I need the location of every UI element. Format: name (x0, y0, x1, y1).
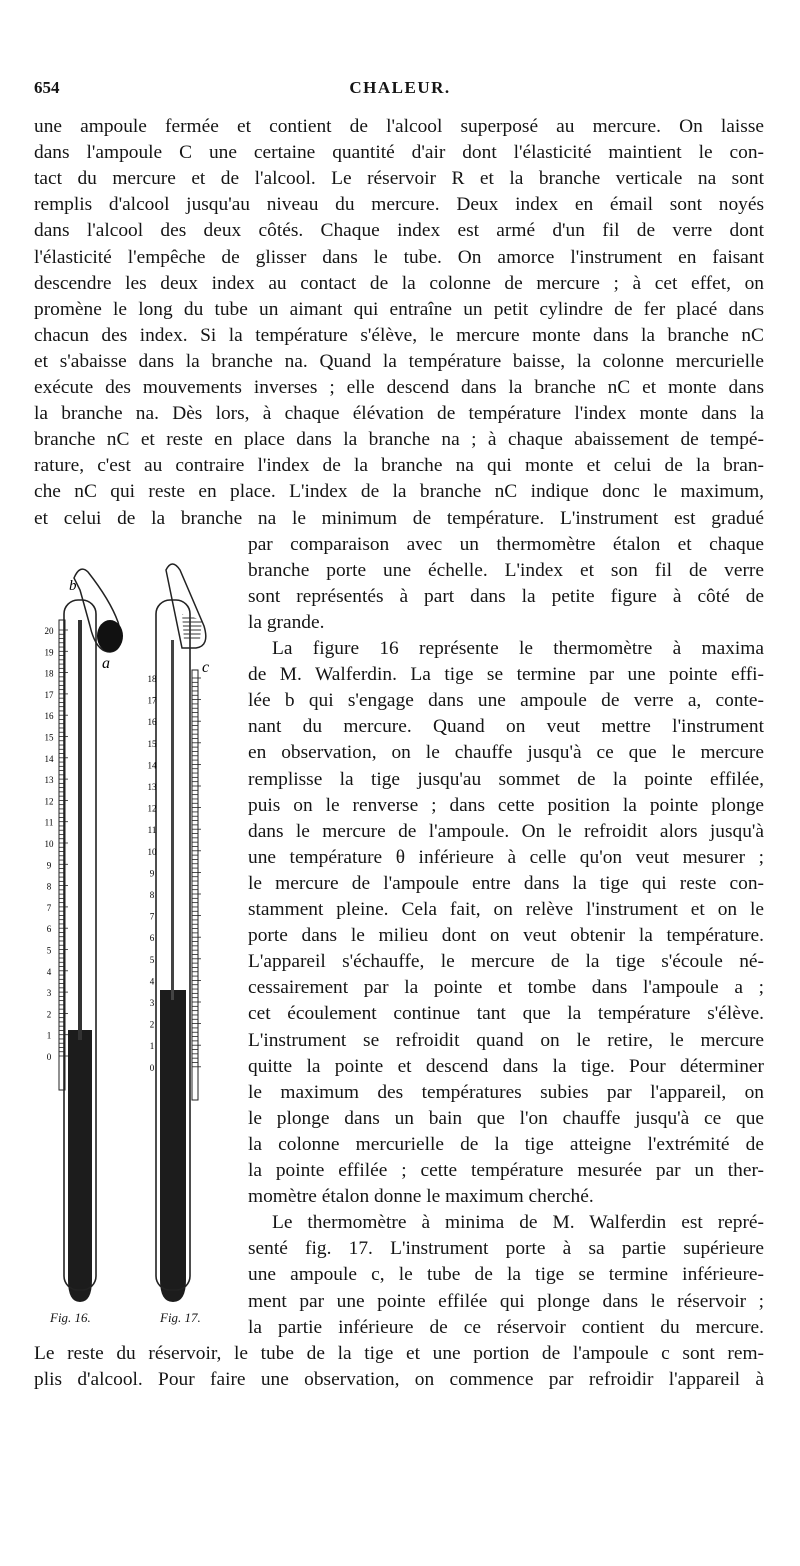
scale-label: 5 (149, 954, 155, 965)
scale-label: 19 (44, 647, 54, 658)
page-number: 654 (34, 78, 60, 97)
text-line: la pointe effilée ; cette température mesurée par un ther- (248, 1160, 764, 1181)
scale-label: 3 (149, 998, 155, 1008)
scale-label: 11 (147, 825, 157, 836)
scale-label: 12 (147, 803, 157, 814)
text-line: branche nC et reste en place dans la branche na ; à chaque abaissement de tempé- (34, 429, 764, 451)
scale-label: 5 (46, 945, 52, 956)
scale-label: 10 (147, 846, 157, 857)
text-line: l'élasticité l'empêche de glisser dans le tube. On amorce l'instrument en faisant (34, 246, 764, 268)
text-line: exécute des mouvements inverses ; elle descend dans la branche nC et monte dans (34, 377, 764, 398)
text-line: remplisse la tige jusqu'au sommet de la pointe effilée, (248, 768, 764, 790)
text-line: le mercure de l'ampoule entre dans la tige qui reste con- (248, 872, 764, 894)
figure-16-maxima-thermometer (30, 560, 142, 1320)
scale-label: 18 (44, 668, 54, 679)
scale-label: 13 (147, 782, 157, 792)
scale-label: 16 (44, 711, 54, 722)
scale-label: 1 (149, 1041, 155, 1052)
scale-label: 15 (147, 738, 157, 749)
text-line: remplis d'alcool jusqu'au niveau du mercure. Deux index en émail sont noyés (34, 194, 764, 216)
running-title: CHALEUR. (349, 78, 451, 97)
text-line: nant du mercure. Quand on veut mettre l'instrument (248, 716, 764, 738)
fig16-caption: Fig. 16. (50, 1310, 91, 1325)
scale-label: 13 (44, 775, 54, 786)
scale-label: 14 (147, 760, 157, 771)
text-line: L'instrument se refroidit quand on le retire, le mercure (248, 1029, 764, 1051)
text-line: la branche na. Dès lors, à chaque élévation de température l'index monte dans la (34, 403, 764, 425)
text-line: par comparaison avec un thermomètre étalon et chaque (248, 533, 764, 555)
text-line: quitte la pointe et descend dans la tige. Pour déterminer (248, 1055, 764, 1077)
fig17-drawing (156, 564, 206, 1302)
text-line: le maximum des températures subies par l'appareil, on (248, 1081, 764, 1103)
scale-label: 0 (149, 1062, 155, 1073)
scale-label: 15 (44, 732, 54, 743)
fig17-label-c: c (202, 659, 210, 676)
figure-17-minima-thermometer (142, 560, 226, 1320)
fig16-scale-labels (45, 626, 55, 1062)
scale-label: 9 (149, 868, 155, 879)
scale-label: 14 (44, 753, 54, 764)
scale-label: 3 (46, 988, 52, 999)
scale-label: 4 (46, 966, 52, 977)
scale-label: 1 (46, 1030, 52, 1041)
fig16-label-a: a (102, 655, 110, 672)
scale-label: 6 (46, 924, 52, 935)
scale-label: 9 (46, 860, 52, 871)
fig16-drawing (59, 569, 123, 1302)
text-line: et s'abaisse dans la branche na. Quand la température baisse, la colonne mercurielle (34, 350, 764, 372)
text-line: dans l'alcool des deux côtés. Chaque index est armé d'un fil de verre dont (34, 220, 764, 242)
scale-label: 0 (46, 1052, 52, 1062)
scale-label: 17 (147, 695, 157, 706)
scale-label: 2 (46, 1009, 52, 1020)
text-line: che nC qui reste en place. L'index de la branche nC indique donc le maximum, (34, 481, 764, 503)
text-line: cet écoulement continue tant que la température s'élève. (248, 1003, 764, 1025)
text-line: promène le long du tube un aimant qui entraîne un petit cylindre de fer placé dans (34, 298, 764, 320)
page-header (0, 78, 800, 104)
scale-label: 7 (149, 911, 155, 922)
text-line: cessairement par la pointe et tombe dans l'ampoule a ; (248, 977, 764, 999)
text-line: la colonne mercurielle de la tige atteigne l'extrémité de (248, 1133, 764, 1155)
text-line: le plonge dans un bain que l'on chauffe jusqu'à ce que (248, 1107, 764, 1129)
text-line: puis on le renverse ; dans cette position la pointe plonge (248, 794, 764, 816)
text-line: Le thermomètre à minima de M. Walferdin est repré- (272, 1212, 764, 1234)
text-line: plis d'alcool. Pour faire une observation, on commence par refroidir l'appareil à (34, 1368, 764, 1390)
fig17-caption: Fig. 17. (160, 1310, 201, 1325)
text-line: sont représentés à part dans la petite figure à côté de (248, 585, 764, 607)
fig17-scale-ticks (192, 678, 201, 1067)
text-line: senté fig. 17. L'instrument porte à sa partie supérieure (248, 1238, 764, 1260)
fig16-label-b: b (69, 578, 77, 594)
text-line: dans l'ampoule C une certaine quantité d'air dont l'élasticité maintient le con- (34, 142, 764, 164)
text-line: La figure 16 représente le thermomètre à maxima (272, 638, 764, 659)
scale-label: 8 (46, 881, 52, 892)
text-line: L'appareil s'échauffe, le mercure de la tige s'écoule né- (248, 951, 764, 973)
scale-label: 16 (147, 717, 157, 728)
text-line: stamment pleine. Cela fait, on relève l'instrument et on le (248, 899, 764, 920)
scale-label: 4 (149, 976, 155, 987)
text-line: momètre étalon donne le maximum cherché. (248, 1186, 594, 1208)
text-line: la grande. (248, 611, 325, 633)
scale-label: 7 (46, 902, 52, 913)
text-line: branche porte une échelle. L'index et son fil de verre (248, 559, 764, 581)
text-line: tact du mercure et de l'alcool. Le réservoir R et la branche verticale na sont (34, 168, 764, 190)
text-line: rature, c'est au contraire l'index de la branche na qui monte et celui de la bran- (34, 455, 764, 477)
text-line: porte dans le milieu dont on veut obtenir la température. (248, 925, 764, 947)
text-line: Le reste du réservoir, le tube de la tige et une portion de l'ampoule c sont rem- (34, 1342, 764, 1364)
text-line: en observation, on le chauffe jusqu'à ce que le mercure (248, 742, 764, 764)
text-line: une ampoule c, le tube de la tige se termine inférieure- (248, 1264, 764, 1286)
text-line: une ampoule fermée et contient de l'alcool superposé au mercure. On laisse (34, 116, 764, 137)
scale-label: 17 (44, 689, 54, 700)
scale-label: 2 (149, 1019, 155, 1030)
scale-label: 10 (44, 839, 54, 849)
scale-label: 20 (44, 626, 54, 636)
text-line: et celui de la branche na le minimum de température. L'instrument est gradué (34, 507, 764, 529)
text-line: lée b qui s'engage dans une ampoule de verre a, conte- (248, 690, 764, 712)
text-line: dans le mercure de l'ampoule. On le refroidit alors jusqu'à (248, 820, 764, 842)
text-line: chacun des index. Si la température s'élève, le mercure monte dans la branche nC (34, 324, 764, 346)
scale-label: 8 (149, 890, 155, 900)
text-line: la partie inférieure de ce réservoir contient du mercure. (248, 1316, 764, 1338)
fig16-scale-ticks (59, 630, 68, 1056)
scale-label: 12 (44, 796, 54, 807)
text-line: descendre les deux index au contact de la colonne de mercure ; à cet effet, on (34, 272, 764, 294)
text-line: une température θ inférieure à celle qu'on veut mesurer ; (248, 846, 764, 868)
scale-label: 18 (147, 674, 157, 684)
scale-label: 11 (44, 817, 54, 828)
text-line: de M. Walferdin. La tige se termine par une pointe effi- (248, 664, 764, 686)
scale-label: 6 (149, 933, 155, 944)
text-line: ment par une pointe effilée qui plonge dans le réservoir ; (248, 1290, 764, 1312)
